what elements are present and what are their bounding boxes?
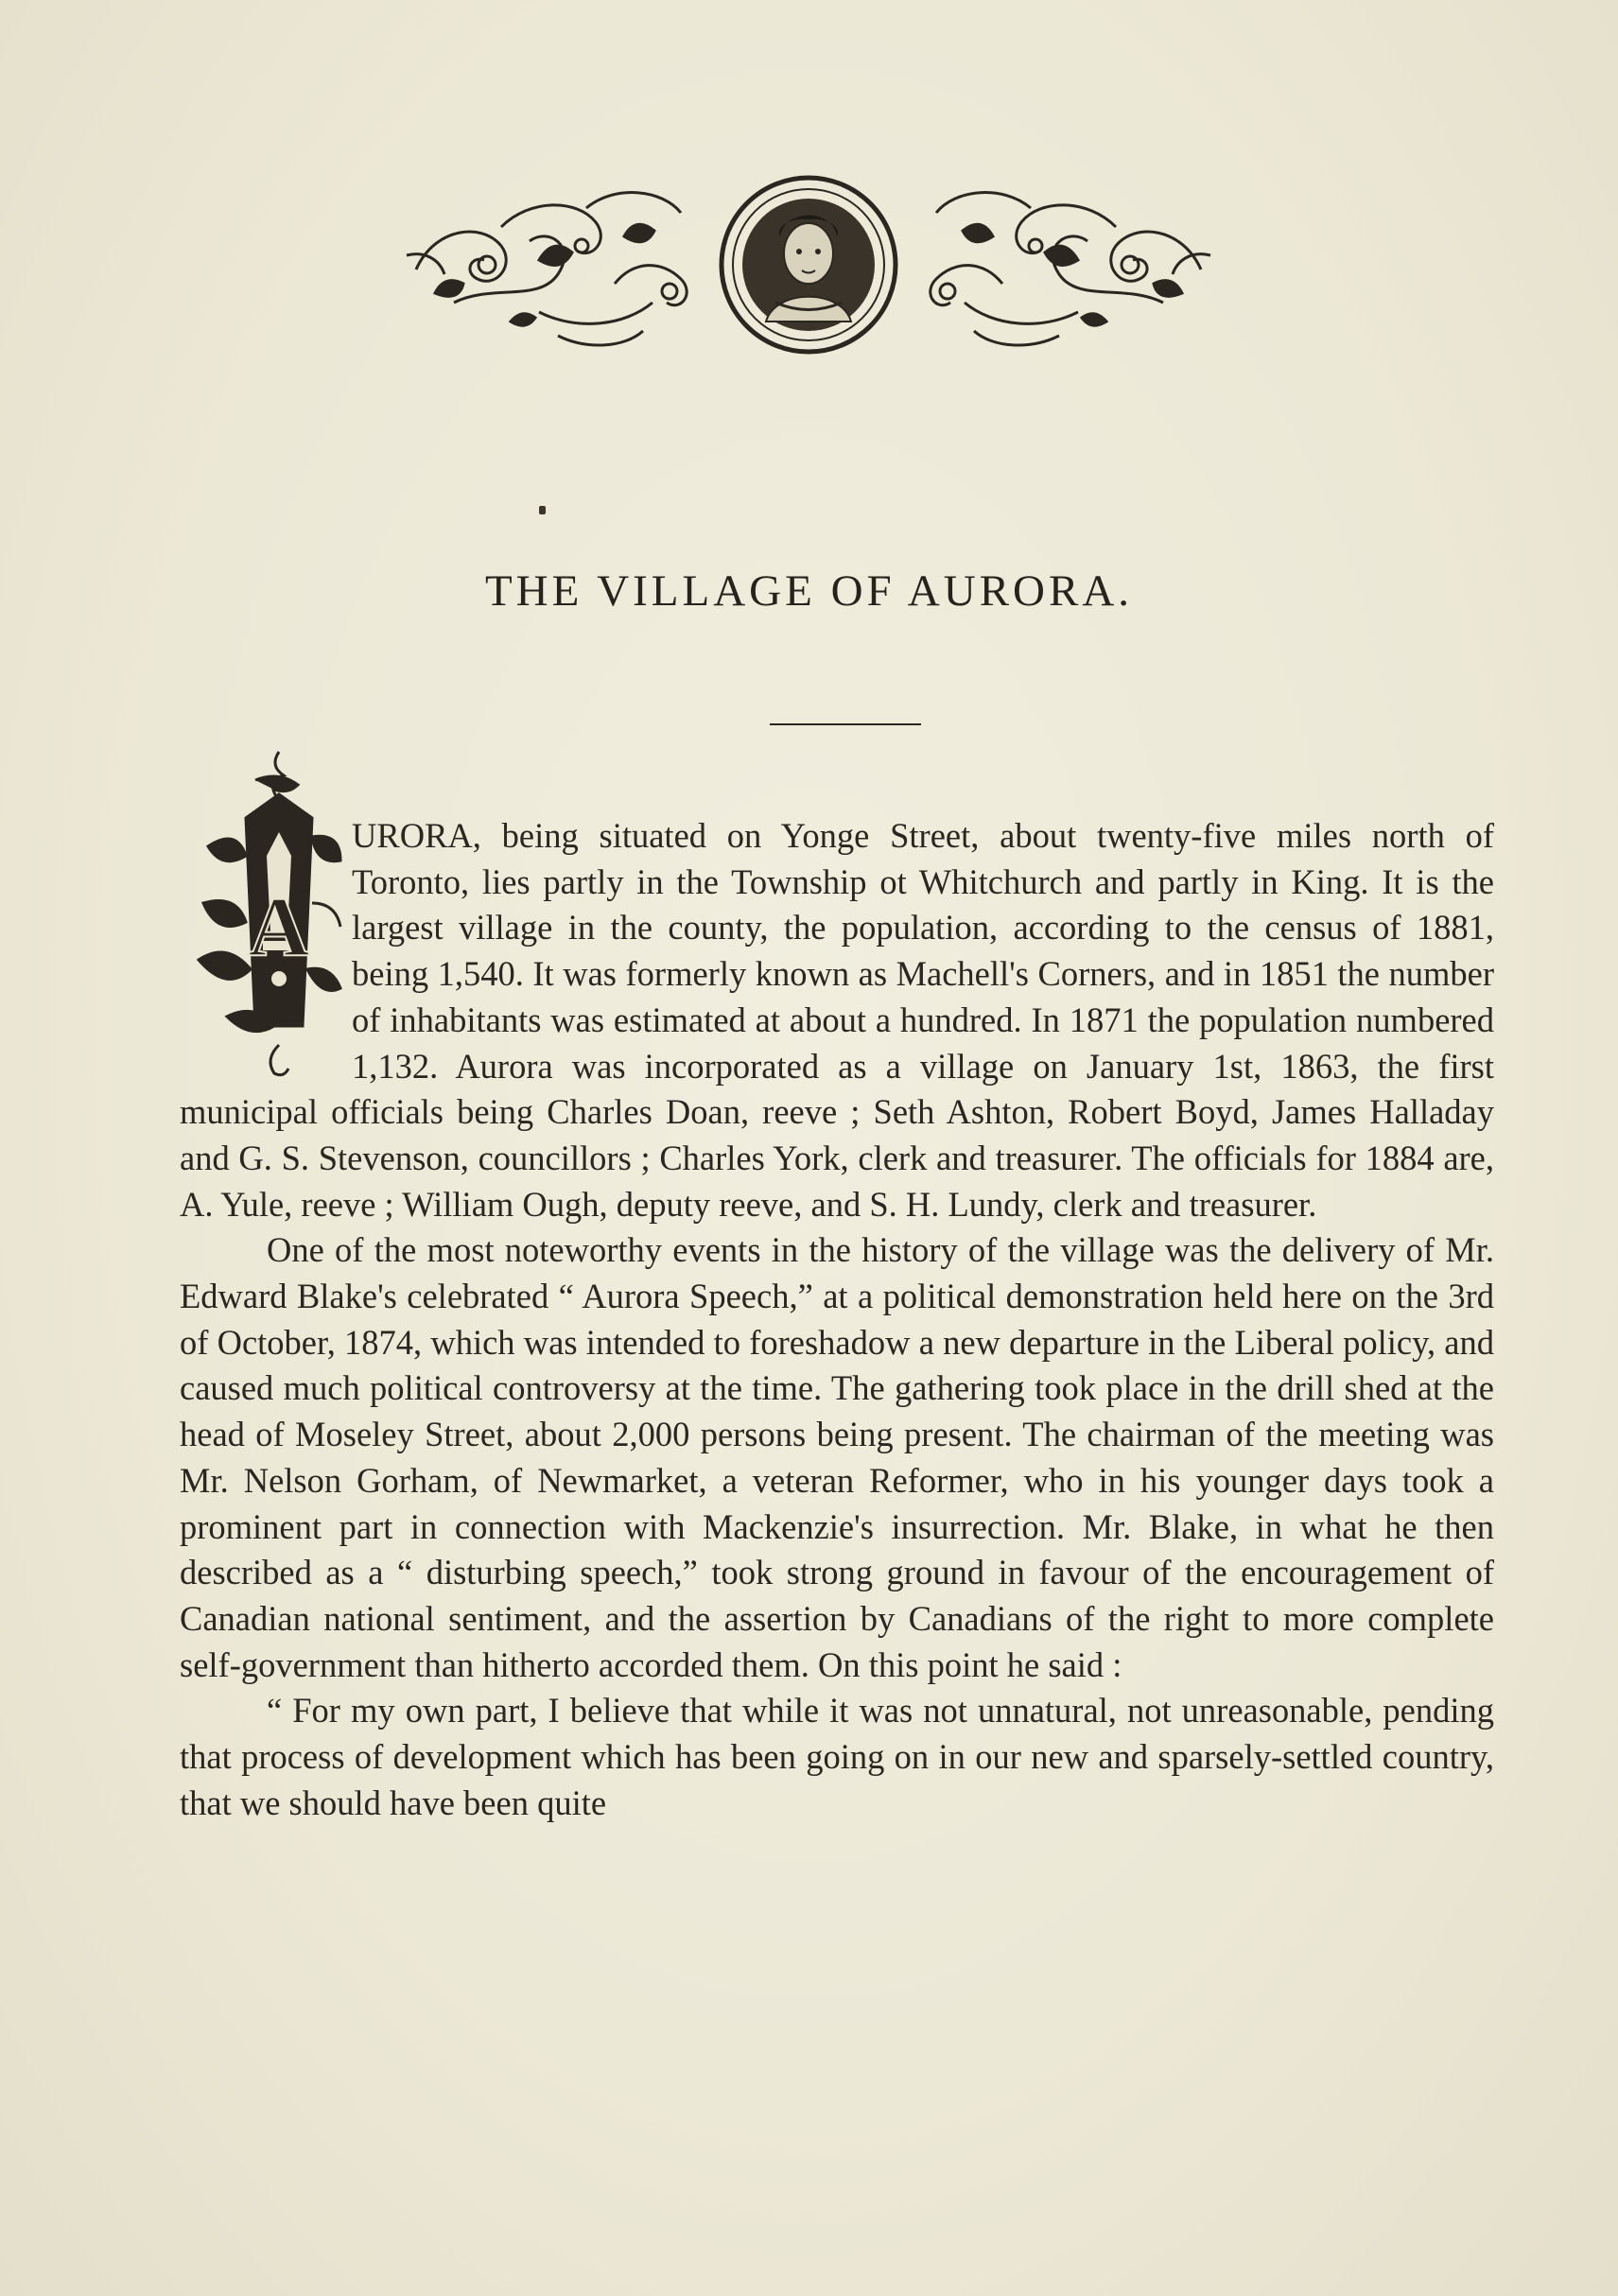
paragraph-2: One of the most noteworthy events in the history of the village was the delivery of Mr. Edward Blake's celebrated “ Aurora Speech,” at a political demonstration held here on the 3rd of October, 1874, which was intended to foreshadow a new departure in the Liberal policy, and caused much political controversy at the time. The gathering took place in the drill shed at the head of Moseley Street, about 2,000 persons being present. The chairman of the meeting was Mr. Nelson Gorham, of Newmarket, a veteran Reformer, who in his younger days took a prominent part in connection with Mackenzie's insurrection. Mr. Blake, in what he then described as a “ disturbing speech,” took strong ground in favour of the encouragement of Canadian national sentiment, and the assertion by Canadians of the right to more complete self-government than hitherto accorded them. On this point he said : [180,1230,1494,1684]
page-title: THE VILLAGE OF AURORA. [484,566,1134,616]
paragraph-3: “ For my own part, I believe that while it was not unnatural, not unreasonable, pending that process of development which has been going on in our new and sparsely-settled country, that we should have been quite [180,1691,1494,1822]
article-body [180,813,1494,1826]
title-rule [770,723,921,725]
dropcap-letter: A [248,880,310,974]
paragraph-1: URORA, being situated on Yonge Street, about twenty-five miles north of Toronto, lies partly in the Township ot Whitchurch and partly in King. It is the largest village in the county, the population, according to the census of 1881, being 1,540. It was formerly known as Machell's Corners, and in 1851 the number of inhabitants was estimated at about a hundred. In 1871 the population numbered 1,132. Aurora was incorporated as a village on January 1st, 1863, the first municipal officials being Charles Doan, reeve ; Seth Ashton, Robert Boyd, James Halladay and G. S. Stevenson, councillors ; Charles York, clerk and treasurer. The officials for 1884 are, A. Yule, reeve ; William Ough, deputy reeve, and S. H. Lundy, clerk and treasurer. [180,813,1494,1227]
print-mark [539,506,546,514]
ornamental-headpiece [397,170,1220,359]
dropcap-spacer [180,813,352,1089]
